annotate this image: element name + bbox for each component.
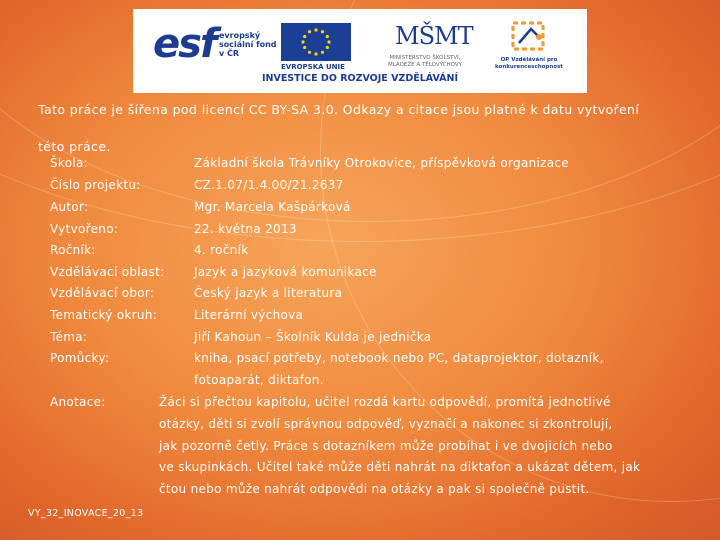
- info-label: Vzdělávací obor:: [50, 286, 155, 300]
- info-label: Vytvořeno:: [50, 222, 119, 236]
- msmt-wordmark: MŠMT: [395, 22, 473, 50]
- annotation-line: ve skupinkách. Učitel také může děti nahrát na diktafon a ukázat dětem, jak: [159, 460, 641, 474]
- info-label: Autor:: [50, 200, 89, 214]
- msmt-caption: MINISTERSTVO ŠKOLSTVÍ, MLÁDEŽE A TĚLOVÝCHOVY: [388, 55, 462, 68]
- material-code: VY_32_INOVACE_20_13: [28, 508, 144, 519]
- info-value: CZ.1.07/1.4.00/21.2637: [194, 178, 344, 192]
- annotation-line: Žáci si přečtou kapitolu, učitel rozdá kartu odpovědí, promítá jednotlivé: [159, 395, 611, 409]
- info-label: Vzdělávací oblast:: [50, 265, 165, 279]
- info-label: Tematický okruh:: [50, 308, 158, 322]
- annotation-line: čtou nebo může nahrát odpovědi na otázky a pak si společně pustit.: [159, 482, 590, 496]
- annotation-line: otázky, děti si zvolí správnou odpověď, vyznačí a nakonec si zkontrolují,: [159, 417, 613, 431]
- info-value: Literární výchova: [194, 308, 304, 322]
- info-label: Ročník:: [50, 243, 96, 257]
- info-value: kniha, psací potřeby, notebook nebo PC, dataprojektor, dotazník,: [194, 351, 604, 365]
- esf-wordmark: esf: [153, 21, 216, 67]
- logo-bar: [133, 9, 587, 93]
- op-caption: OP Vzdělávání pro konkurenceschopnost: [495, 57, 563, 70]
- info-value: 4. ročník: [194, 243, 249, 257]
- invest-caption: INVESTICE DO ROZVOJE VZDĚLÁVÁNÍ: [261, 73, 459, 84]
- esf-caption: evropský sociální fond v ČR: [219, 31, 277, 58]
- info-value: 22. května 2013: [194, 222, 297, 236]
- info-label: Škola:: [50, 156, 89, 170]
- info-value: fotoaparát, diktafon.: [194, 373, 324, 387]
- eu-caption: EVROPSKÁ UNIE: [281, 63, 345, 71]
- op-logo: [493, 19, 573, 75]
- license-line: této práce.: [38, 139, 111, 154]
- info-label: Číslo projektu:: [50, 178, 141, 192]
- annotation-line: jak pozorně četly. Práce s dotazníkem může probíhat i ve dvojicích nebo: [159, 439, 613, 453]
- op-mark-icon: [509, 19, 549, 55]
- info-value: Mgr. Marcela Kašpárková: [194, 200, 351, 214]
- info-value: Základní škola Trávníky Otrokovice, příspěvková organizace: [194, 156, 569, 170]
- info-label: Pomůcky:: [50, 351, 110, 365]
- info-label: Téma:: [50, 330, 88, 344]
- info-value: Jazyk a jazyková komunikace: [194, 265, 377, 279]
- info-value: Český jazyk a literatura: [194, 286, 343, 300]
- annotation-label: Anotace:: [50, 395, 106, 409]
- license-line: Tato práce je šířena pod licencí CC BY-SA 3.0. Odkazy a citace jsou platné k datu vytvoření: [38, 102, 640, 117]
- msmt-logo: [383, 19, 473, 75]
- eu-flag-icon: [281, 23, 351, 61]
- esf-logo: [153, 21, 277, 67]
- info-value: Jiří Kahoun – Školník Kulda je jednička: [194, 330, 432, 344]
